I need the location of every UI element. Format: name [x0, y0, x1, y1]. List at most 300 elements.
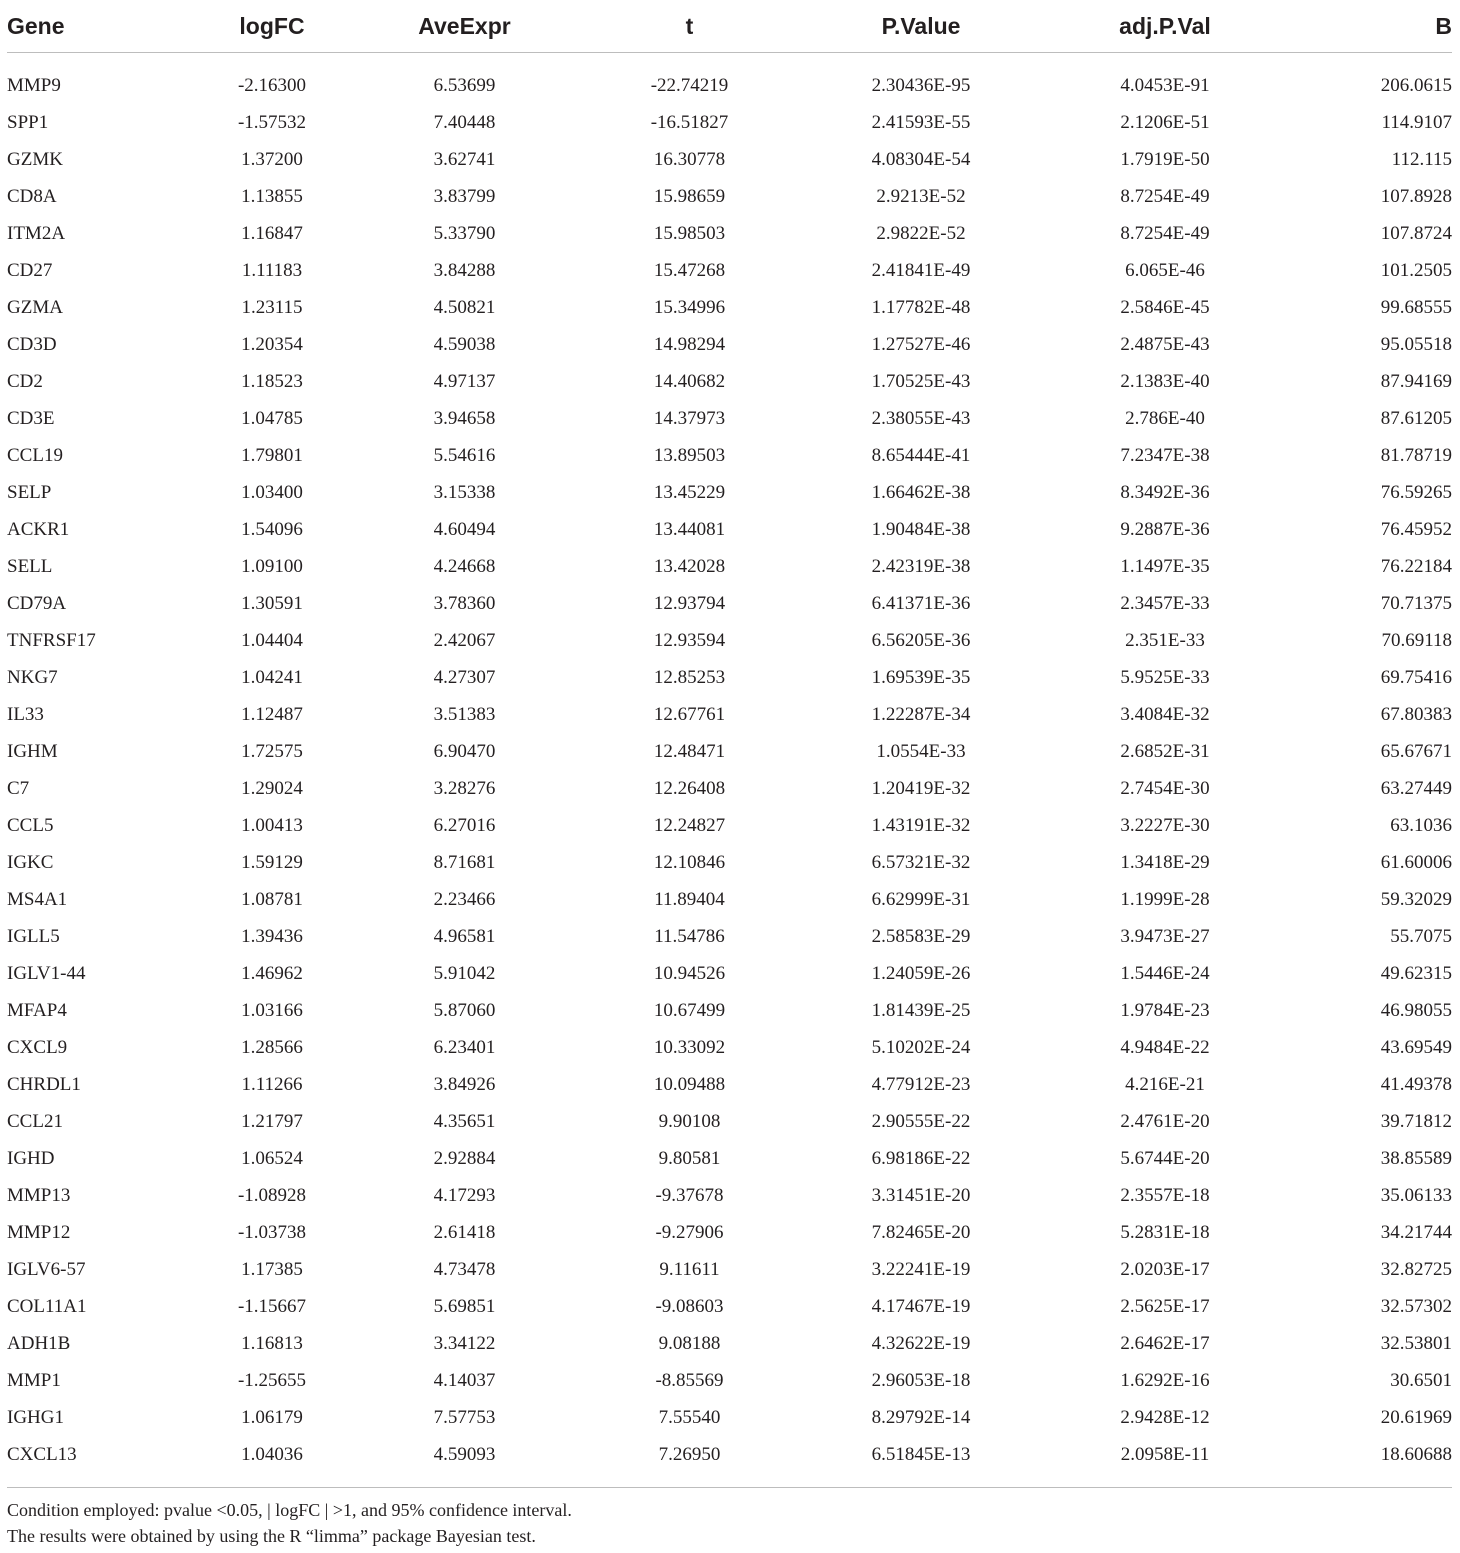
cell-t: 11.54786	[654, 925, 725, 947]
cell-gene: CCL19	[7, 444, 63, 466]
table-row	[7, 881, 1452, 918]
cell-b: 87.61205	[1380, 407, 1452, 429]
cell-t: -22.74219	[650, 74, 729, 96]
cell-aveexpr: 6.53699	[433, 74, 496, 96]
table-row	[7, 992, 1452, 1029]
cell-t: 12.26408	[653, 777, 726, 799]
cell-logfc: -1.15667	[237, 1295, 307, 1317]
table-row	[7, 1362, 1452, 1399]
cell-pvalue: 1.66462E-38	[871, 481, 971, 503]
cell-gene: IGLL5	[7, 925, 60, 947]
cell-aveexpr: 4.97137	[433, 370, 496, 392]
cell-b: 107.8724	[1380, 222, 1452, 244]
table-row	[7, 733, 1452, 770]
cell-pvalue: 1.43191E-32	[871, 814, 971, 836]
cell-adj-pval: 8.7254E-49	[1120, 185, 1210, 207]
spacer-row	[7, 1473, 1452, 1488]
cell-t: 13.44081	[653, 518, 726, 540]
cell-t: 13.89503	[653, 444, 726, 466]
table-row	[7, 585, 1452, 622]
cell-aveexpr: 3.78360	[433, 592, 496, 614]
cell-gene: MMP12	[7, 1221, 71, 1243]
cell-logfc: 1.23115	[241, 296, 303, 318]
cell-gene: IGHM	[7, 740, 58, 762]
cell-aveexpr: 5.69851	[433, 1295, 496, 1317]
cell-b: 41.49378	[1380, 1073, 1452, 1095]
table-row	[7, 104, 1452, 141]
cell-adj-pval: 8.3492E-36	[1120, 481, 1210, 503]
cell-b: 70.71375	[1380, 592, 1452, 614]
cell-aveexpr: 5.54616	[433, 444, 496, 466]
cell-logfc: -1.03738	[237, 1221, 307, 1243]
cell-pvalue: 2.9822E-52	[876, 222, 966, 244]
cell-adj-pval: 2.1383E-40	[1120, 370, 1210, 392]
cell-pvalue: 1.0554E-33	[876, 740, 966, 762]
cell-adj-pval: 3.4084E-32	[1120, 703, 1210, 725]
cell-aveexpr: 4.35651	[433, 1110, 496, 1132]
cell-gene: ACKR1	[7, 518, 70, 540]
cell-gene: MFAP4	[7, 999, 67, 1021]
table-body	[7, 67, 1452, 1473]
cell-aveexpr: 3.15338	[433, 481, 496, 503]
cell-adj-pval: 1.5446E-24	[1120, 962, 1210, 984]
header-row	[7, 0, 1452, 53]
cell-logfc: -1.08928	[237, 1184, 307, 1206]
cell-adj-pval: 2.351E-33	[1125, 629, 1205, 651]
cell-b: 32.53801	[1380, 1332, 1452, 1354]
spacer-row	[7, 53, 1452, 68]
cell-gene: SPP1	[7, 111, 49, 133]
cell-pvalue: 2.41593E-55	[871, 111, 971, 133]
cell-t: 15.34996	[653, 296, 726, 318]
cell-t: 9.08188	[658, 1332, 721, 1354]
cell-adj-pval: 2.5846E-45	[1120, 296, 1210, 318]
cell-adj-pval: 2.4761E-20	[1120, 1110, 1210, 1132]
cell-gene: CD3E	[7, 407, 55, 429]
cell-adj-pval: 1.6292E-16	[1120, 1369, 1210, 1391]
cell-gene: CXCL9	[7, 1036, 68, 1058]
cell-t: 15.47268	[653, 259, 726, 281]
cell-adj-pval: 1.1999E-28	[1120, 888, 1210, 910]
table-row	[7, 178, 1452, 215]
cell-gene: CCL21	[7, 1110, 63, 1132]
cell-b: 43.69549	[1380, 1036, 1452, 1058]
table-row	[7, 289, 1452, 326]
cell-logfc: 1.12487	[241, 703, 303, 725]
cell-t: -9.08603	[655, 1295, 724, 1317]
cell-pvalue: 1.24059E-26	[871, 962, 971, 984]
cell-pvalue: 2.90555E-22	[871, 1110, 971, 1132]
cell-aveexpr: 6.27016	[433, 814, 496, 836]
table-row	[7, 807, 1452, 844]
cell-logfc: 1.03166	[241, 999, 303, 1021]
table-row	[7, 1066, 1452, 1103]
cell-logfc: 1.06179	[241, 1406, 303, 1428]
cell-aveexpr: 3.84288	[433, 259, 496, 281]
cell-pvalue: 8.65444E-41	[871, 444, 971, 466]
cell-aveexpr: 4.59093	[433, 1443, 496, 1465]
cell-gene: IL33	[7, 703, 44, 725]
cell-b: 18.60688	[1380, 1443, 1452, 1465]
cell-aveexpr: 4.50821	[433, 296, 496, 318]
cell-gene: CD27	[7, 259, 53, 281]
cell-aveexpr: 2.23466	[433, 888, 496, 910]
cell-pvalue: 8.29792E-14	[871, 1406, 971, 1428]
cell-t: 9.90108	[658, 1110, 721, 1132]
table-row	[7, 326, 1452, 363]
cell-aveexpr: 2.92884	[433, 1147, 496, 1169]
cell-pvalue: 1.69539E-35	[871, 666, 971, 688]
cell-logfc: 1.17385	[241, 1258, 303, 1280]
cell-logfc: -1.57532	[237, 111, 307, 133]
cell-aveexpr: 4.59038	[433, 333, 496, 355]
cell-b: 34.21744	[1380, 1221, 1452, 1243]
cell-b: 32.57302	[1380, 1295, 1452, 1317]
table-row	[7, 955, 1452, 992]
table-row	[7, 215, 1452, 252]
cell-aveexpr: 3.84926	[433, 1073, 496, 1095]
table-row	[7, 511, 1452, 548]
cell-adj-pval: 2.0203E-17	[1120, 1258, 1210, 1280]
cell-b: 46.98055	[1380, 999, 1452, 1021]
cell-adj-pval: 9.2887E-36	[1120, 518, 1210, 540]
cell-adj-pval: 6.065E-46	[1125, 259, 1205, 281]
cell-aveexpr: 7.40448	[433, 111, 496, 133]
cell-adj-pval: 2.9428E-12	[1120, 1406, 1210, 1428]
cell-gene: CD3D	[7, 333, 57, 355]
cell-gene: SELL	[7, 555, 53, 577]
cell-b: 87.94169	[1380, 370, 1452, 392]
cell-logfc: 1.37200	[241, 148, 303, 170]
cell-logfc: 1.54096	[241, 518, 303, 540]
column-header-t: t	[577, 0, 802, 53]
cell-pvalue: 6.98186E-22	[871, 1147, 971, 1169]
cell-logfc: 1.29024	[241, 777, 303, 799]
cell-b: 30.6501	[1390, 1369, 1452, 1391]
cell-t: 10.33092	[653, 1036, 726, 1058]
cell-adj-pval: 5.2831E-18	[1120, 1221, 1210, 1243]
cell-pvalue: 3.31451E-20	[871, 1184, 971, 1206]
table-row	[7, 1029, 1452, 1066]
table-row	[7, 770, 1452, 807]
cell-logfc: 1.04785	[241, 407, 303, 429]
cell-gene: CXCL13	[7, 1443, 77, 1465]
table-row	[7, 1214, 1452, 1251]
cell-b: 70.69118	[1381, 629, 1452, 651]
cell-logfc: -1.25655	[237, 1369, 307, 1391]
cell-adj-pval: 2.3557E-18	[1120, 1184, 1210, 1206]
cell-aveexpr: 3.51383	[433, 703, 496, 725]
column-header-adj-pval: adj.P.Val	[1040, 0, 1290, 53]
cell-pvalue: 1.17782E-48	[871, 296, 971, 318]
cell-t: 10.94526	[653, 962, 726, 984]
table-row	[7, 252, 1452, 289]
column-header-b: B	[1290, 0, 1452, 53]
column-header-aveexpr: AveExpr	[352, 0, 577, 53]
cell-gene: ADH1B	[7, 1332, 71, 1354]
table-row	[7, 1288, 1452, 1325]
footnote-method: The results were obtained by using the R “limma” package Bayesian test.	[7, 1526, 536, 1546]
table-spacer-bottom	[7, 1473, 1452, 1488]
table-row	[7, 844, 1452, 881]
cell-pvalue: 2.38055E-43	[871, 407, 971, 429]
cell-pvalue: 3.22241E-19	[871, 1258, 971, 1280]
cell-gene: NKG7	[7, 666, 58, 688]
table-row	[7, 437, 1452, 474]
cell-t: -9.27906	[655, 1221, 724, 1243]
cell-pvalue: 1.22287E-34	[871, 703, 971, 725]
cell-logfc: 1.04036	[241, 1443, 303, 1465]
cell-adj-pval: 1.1497E-35	[1120, 555, 1210, 577]
table-row	[7, 1325, 1452, 1362]
footnote-condition: Condition employed: pvalue <0.05, | logFC | >1, and 95% confidence interval.	[7, 1500, 572, 1520]
cell-logfc: 1.13855	[241, 185, 303, 207]
cell-gene: CD2	[7, 370, 43, 392]
cell-gene: C7	[7, 777, 30, 799]
cell-t: 16.30778	[653, 148, 726, 170]
cell-adj-pval: 2.5625E-17	[1120, 1295, 1210, 1317]
table-row	[7, 1140, 1452, 1177]
cell-adj-pval: 3.2227E-30	[1120, 814, 1210, 836]
cell-logfc: 1.16847	[241, 222, 303, 244]
cell-adj-pval: 2.6852E-31	[1120, 740, 1210, 762]
cell-adj-pval: 1.7919E-50	[1120, 148, 1210, 170]
cell-t: 11.89404	[654, 888, 725, 910]
cell-pvalue: 1.90484E-38	[871, 518, 971, 540]
cell-logfc: 1.18523	[241, 370, 303, 392]
cell-pvalue: 2.9213E-52	[876, 185, 966, 207]
cell-pvalue: 2.96053E-18	[871, 1369, 971, 1391]
cell-b: 76.45952	[1380, 518, 1452, 540]
cell-logfc: 1.79801	[241, 444, 303, 466]
cell-aveexpr: 3.34122	[433, 1332, 496, 1354]
cell-b: 101.2505	[1380, 259, 1452, 281]
cell-aveexpr: 2.61418	[433, 1221, 496, 1243]
cell-adj-pval: 2.786E-40	[1125, 407, 1205, 429]
table-row	[7, 67, 1452, 104]
cell-gene: SELP	[7, 481, 52, 503]
table-row	[7, 548, 1452, 585]
table-row	[7, 1436, 1452, 1473]
cell-pvalue: 1.81439E-25	[871, 999, 971, 1021]
cell-gene: CHRDL1	[7, 1073, 81, 1095]
cell-b: 59.32029	[1380, 888, 1452, 910]
cell-aveexpr: 4.17293	[433, 1184, 496, 1206]
table-row	[7, 918, 1452, 955]
cell-pvalue: 2.30436E-95	[871, 74, 971, 96]
cell-pvalue: 1.70525E-43	[871, 370, 971, 392]
cell-gene: IGLV1-44	[7, 962, 86, 984]
cell-gene: CCL5	[7, 814, 54, 836]
cell-t: 12.10846	[653, 851, 726, 873]
cell-aveexpr: 6.90470	[433, 740, 496, 762]
cell-adj-pval: 2.3457E-33	[1120, 592, 1210, 614]
cell-b: 67.80383	[1380, 703, 1452, 725]
cell-pvalue: 2.42319E-38	[871, 555, 971, 577]
cell-adj-pval: 5.9525E-33	[1120, 666, 1210, 688]
cell-logfc: 1.11266	[241, 1073, 303, 1095]
cell-logfc: 1.20354	[241, 333, 303, 355]
cell-aveexpr: 5.87060	[433, 999, 496, 1021]
column-header-gene: Gene	[7, 0, 192, 53]
cell-aveexpr: 4.96581	[433, 925, 496, 947]
cell-b: 20.61969	[1380, 1406, 1452, 1428]
table-row	[7, 363, 1452, 400]
cell-t: 14.40682	[653, 370, 726, 392]
cell-aveexpr: 4.60494	[433, 518, 496, 540]
cell-pvalue: 1.27527E-46	[871, 333, 971, 355]
cell-logfc: 1.11183	[241, 259, 303, 281]
cell-t: 14.98294	[653, 333, 726, 355]
cell-aveexpr: 4.14037	[433, 1369, 496, 1391]
cell-gene: IGKC	[7, 851, 54, 873]
cell-logfc: 1.46962	[241, 962, 303, 984]
cell-b: 61.60006	[1380, 851, 1452, 873]
cell-t: 15.98503	[653, 222, 726, 244]
cell-logfc: 1.59129	[241, 851, 303, 873]
cell-aveexpr: 3.83799	[433, 185, 496, 207]
cell-b: 39.71812	[1380, 1110, 1452, 1132]
cell-logfc: -2.16300	[237, 74, 307, 96]
cell-aveexpr: 2.42067	[433, 629, 496, 651]
cell-t: -9.37678	[655, 1184, 724, 1206]
table-row	[7, 696, 1452, 733]
cell-pvalue: 6.57321E-32	[871, 851, 971, 873]
cell-gene: IGLV6-57	[7, 1258, 86, 1280]
cell-aveexpr: 4.73478	[433, 1258, 496, 1280]
cell-t: 12.93594	[653, 629, 726, 651]
cell-pvalue: 4.17467E-19	[871, 1295, 971, 1317]
table-row	[7, 1399, 1452, 1436]
cell-pvalue: 1.20419E-32	[871, 777, 971, 799]
cell-logfc: 1.06524	[241, 1147, 303, 1169]
cell-pvalue: 5.10202E-24	[871, 1036, 971, 1058]
cell-b: 206.0615	[1380, 74, 1452, 96]
cell-b: 32.82725	[1380, 1258, 1452, 1280]
cell-logfc: 1.72575	[241, 740, 303, 762]
cell-logfc: 1.21797	[241, 1110, 303, 1132]
cell-aveexpr: 5.91042	[433, 962, 496, 984]
cell-t: 12.93794	[653, 592, 726, 614]
cell-t: 7.55540	[658, 1406, 721, 1428]
cell-b: 107.8928	[1380, 185, 1452, 207]
cell-pvalue: 6.56205E-36	[871, 629, 971, 651]
table-row	[7, 659, 1452, 696]
cell-aveexpr: 5.33790	[433, 222, 496, 244]
cell-pvalue: 2.58583E-29	[871, 925, 971, 947]
cell-adj-pval: 5.6744E-20	[1120, 1147, 1210, 1169]
cell-b: 76.22184	[1380, 555, 1452, 577]
cell-b: 63.1036	[1390, 814, 1452, 836]
cell-adj-pval: 4.216E-21	[1125, 1073, 1205, 1095]
cell-adj-pval: 1.3418E-29	[1120, 851, 1210, 873]
cell-b: 35.06133	[1380, 1184, 1452, 1206]
cell-t: 7.26950	[658, 1443, 721, 1465]
cell-b: 65.67671	[1380, 740, 1452, 762]
cell-aveexpr: 8.71681	[433, 851, 496, 873]
cell-gene: GZMA	[7, 296, 63, 318]
cell-b: 38.85589	[1380, 1147, 1452, 1169]
cell-b: 99.68555	[1380, 296, 1452, 318]
cell-b: 63.27449	[1380, 777, 1452, 799]
cell-gene: IGHD	[7, 1147, 55, 1169]
table-row	[7, 474, 1452, 511]
cell-logfc: 1.03400	[241, 481, 303, 503]
cell-aveexpr: 6.23401	[433, 1036, 496, 1058]
cell-adj-pval: 7.2347E-38	[1120, 444, 1210, 466]
cell-aveexpr: 4.27307	[433, 666, 496, 688]
cell-t: 14.37973	[653, 407, 726, 429]
cell-b: 112.115	[1391, 148, 1452, 170]
table-header	[7, 0, 1452, 53]
cell-t: 15.98659	[653, 185, 726, 207]
table-row	[7, 622, 1452, 659]
cell-adj-pval: 2.7454E-30	[1120, 777, 1210, 799]
cell-b: 76.59265	[1380, 481, 1452, 503]
cell-adj-pval: 2.4875E-43	[1120, 333, 1210, 355]
cell-t: 12.24827	[653, 814, 726, 836]
cell-gene: MMP1	[7, 1369, 61, 1391]
cell-adj-pval: 4.0453E-91	[1120, 74, 1210, 96]
cell-aveexpr: 3.94658	[433, 407, 496, 429]
table-row	[7, 400, 1452, 437]
cell-pvalue: 2.41841E-49	[871, 259, 971, 281]
cell-gene: MMP9	[7, 74, 61, 96]
cell-t: -8.85569	[655, 1369, 724, 1391]
cell-gene: IGHG1	[7, 1406, 64, 1428]
cell-aveexpr: 3.62741	[433, 148, 496, 170]
cell-gene: TNFRSF17	[7, 629, 96, 651]
cell-aveexpr: 3.28276	[433, 777, 496, 799]
cell-t: 12.67761	[653, 703, 726, 725]
cell-adj-pval: 8.7254E-49	[1120, 222, 1210, 244]
column-header-logfc: logFC	[192, 0, 352, 53]
cell-adj-pval: 3.9473E-27	[1120, 925, 1210, 947]
cell-adj-pval: 4.9484E-22	[1120, 1036, 1210, 1058]
cell-pvalue: 6.51845E-13	[871, 1443, 971, 1465]
table-row	[7, 1177, 1452, 1214]
cell-gene: GZMK	[7, 148, 63, 170]
table-row	[7, 141, 1452, 178]
cell-t: 13.42028	[653, 555, 726, 577]
cell-t: 12.85253	[653, 666, 726, 688]
cell-pvalue: 6.62999E-31	[871, 888, 971, 910]
cell-t: 13.45229	[653, 481, 726, 503]
cell-gene: CD79A	[7, 592, 67, 614]
cell-logfc: 1.00413	[241, 814, 303, 836]
deg-table	[7, 0, 1452, 1488]
cell-b: 49.62315	[1380, 962, 1452, 984]
cell-logfc: 1.08781	[241, 888, 303, 910]
cell-gene: MMP13	[7, 1184, 71, 1206]
cell-pvalue: 6.41371E-36	[871, 592, 971, 614]
cell-logfc: 1.39436	[241, 925, 303, 947]
cell-gene: CD8A	[7, 185, 57, 207]
cell-aveexpr: 7.57753	[433, 1406, 496, 1428]
cell-b: 55.7075	[1390, 925, 1452, 947]
table-spacer-top	[7, 53, 1452, 68]
cell-pvalue: 4.77912E-23	[871, 1073, 971, 1095]
cell-b: 81.78719	[1380, 444, 1452, 466]
table-footnotes	[7, 1497, 1452, 1549]
cell-adj-pval: 2.6462E-17	[1120, 1332, 1210, 1354]
column-header-pvalue: P.Value	[802, 0, 1040, 53]
cell-adj-pval: 2.1206E-51	[1120, 111, 1210, 133]
cell-gene: COL11A1	[7, 1295, 87, 1317]
cell-t: -16.51827	[650, 111, 729, 133]
cell-b: 69.75416	[1380, 666, 1452, 688]
cell-pvalue: 4.32622E-19	[871, 1332, 971, 1354]
